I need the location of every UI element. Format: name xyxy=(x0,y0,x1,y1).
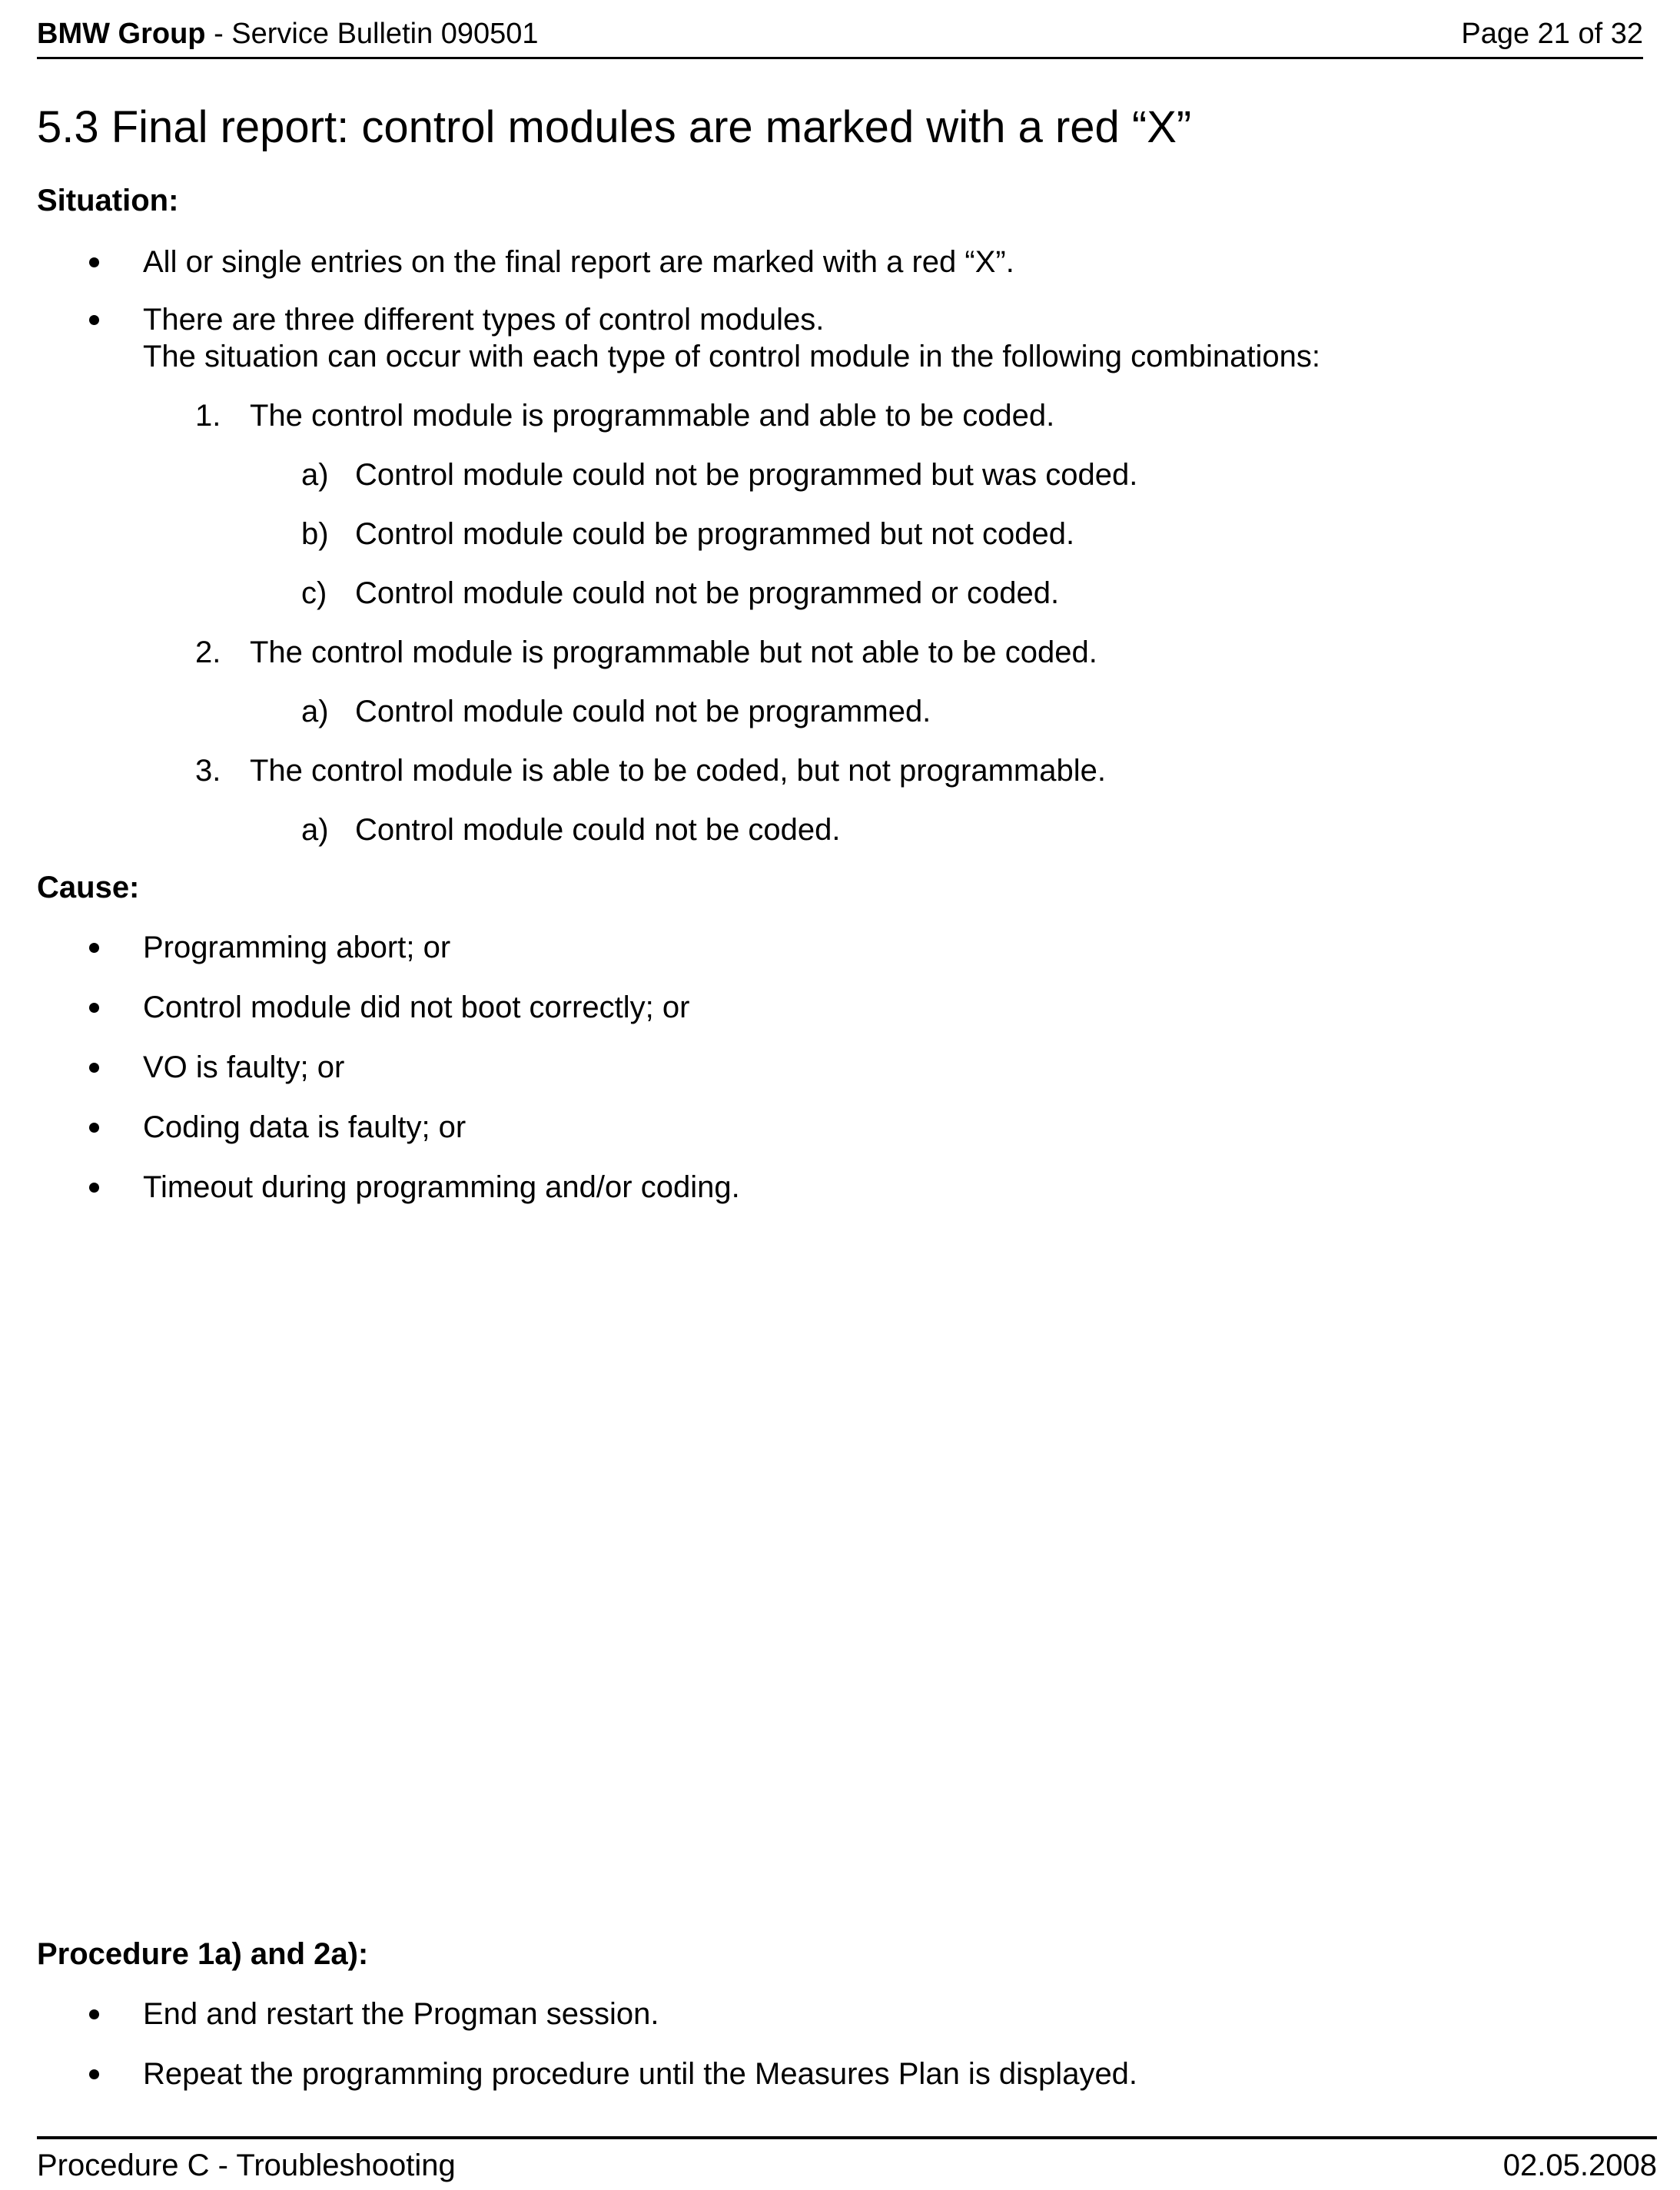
cause-bullet: Timeout during programming and/or coding. xyxy=(143,1170,740,1204)
situation-bullet-1: All or single entries on the final report are marked with a red “X”. xyxy=(143,245,1014,279)
situation-bullet-2-line-2: The situation can occur with each type of control module in the following combinations: xyxy=(143,340,1320,373)
footer-date: 02.05.2008 xyxy=(1502,2149,1657,2182)
sub-item-letter: a) xyxy=(301,458,329,492)
sub-item-letter: a) xyxy=(301,695,329,728)
bullet-dot xyxy=(89,1123,99,1133)
section-title: 5.3 Final report: control modules are marked with a red “X” xyxy=(37,102,1192,152)
list-item-text: The control module is able to be coded, but not programmable. xyxy=(250,754,1106,788)
header-page-info: Page 21 of 32 xyxy=(1461,18,1643,50)
page-header xyxy=(37,11,1643,59)
procedure-label: Procedure 1a) and 2a): xyxy=(37,1937,369,1971)
list-item-text: The control module is programmable and able to be coded. xyxy=(250,399,1055,433)
bullet-dot xyxy=(89,2069,99,2079)
situation-bullet-2-line-1: There are three different types of control modules. xyxy=(143,303,825,337)
sub-item-text: Control module could not be programmed or coded. xyxy=(355,576,1060,610)
sub-item-text: Control module could not be programmed but was coded. xyxy=(355,458,1138,492)
cause-bullet: Control module did not boot correctly; or xyxy=(143,990,690,1024)
list-item-number: 1. xyxy=(195,399,221,433)
cause-label: Cause: xyxy=(37,871,140,904)
sub-item-letter: a) xyxy=(301,813,329,847)
header-left xyxy=(37,11,539,57)
list-item-number: 3. xyxy=(195,754,221,788)
bullet-dot xyxy=(89,1003,99,1013)
bullet-dot xyxy=(89,257,99,267)
cause-bullet: VO is faulty; or xyxy=(143,1050,345,1084)
bullet-dot xyxy=(89,1063,99,1073)
bullet-dot xyxy=(89,2009,99,2019)
bullet-dot xyxy=(89,315,99,325)
cause-bullet: Coding data is faulty; or xyxy=(143,1110,466,1144)
bullet-dot xyxy=(89,943,99,953)
procedure-bullet: Repeat the programming procedure until the Measures Plan is displayed. xyxy=(143,2057,1138,2091)
sub-item-text: Control module could be programmed but not coded. xyxy=(355,517,1075,551)
header-brand: BMW Group xyxy=(37,18,206,50)
footer-left: Procedure C - Troubleshooting xyxy=(37,2149,456,2182)
sub-item-text: Control module could not be programmed. xyxy=(355,695,931,728)
cause-bullet: Programming abort; or xyxy=(143,931,451,964)
sub-item-letter: c) xyxy=(301,576,327,610)
page-footer xyxy=(37,2136,1657,2185)
procedure-bullet: End and restart the Progman session. xyxy=(143,1997,659,2031)
sub-item-text: Control module could not be coded. xyxy=(355,813,841,847)
header-doc-title: Service Bulletin 090501 xyxy=(231,18,539,50)
bullet-dot xyxy=(89,1183,99,1193)
list-item-text: The control module is programmable but not able to be coded. xyxy=(250,635,1097,669)
list-item-number: 2. xyxy=(195,635,221,669)
header-separator: - xyxy=(205,18,232,50)
situation-label: Situation: xyxy=(37,184,179,217)
sub-item-letter: b) xyxy=(301,517,329,551)
